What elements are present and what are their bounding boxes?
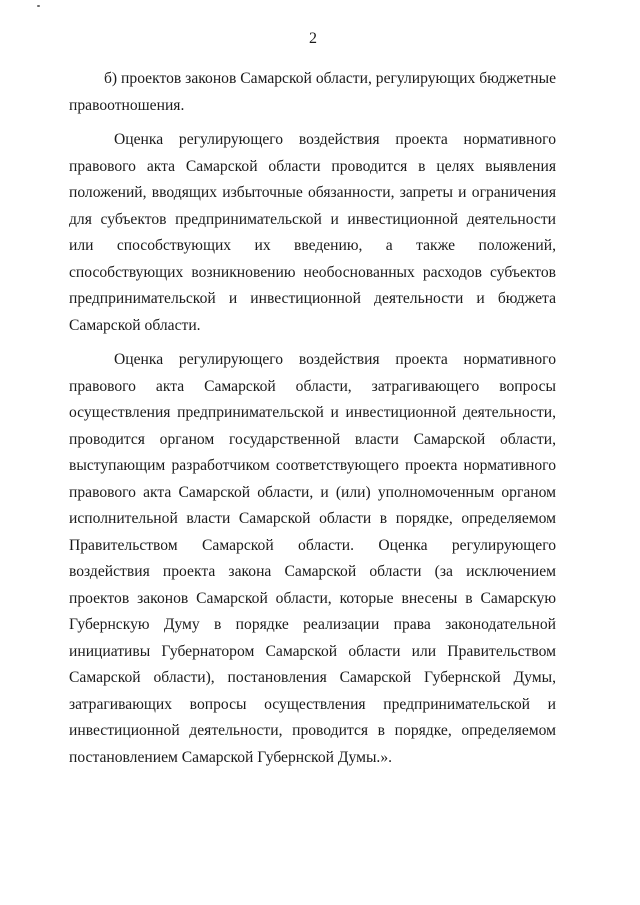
paragraph-item-b: б) проектов законов Самарской области, регулирующих бюджетные правоотношения.	[69, 70, 556, 114]
paragraph-assessment-purpose: Оценка регулирующего воздействия проекта нормативного правового акта Самарской области проводится в целях выявления положений, вводящих избыточные обязанности, запреты и ограничения для субъектов предпринимательской и инвестиционной деятельности или способствующих их введению, а также положений, способствующих возникновению необоснованных расходов субъектов предпринимательской и инвестиционной деятельности и бюджета Самарской области.	[69, 131, 556, 334]
page-number: 2	[309, 30, 317, 47]
scan-speck	[37, 5, 40, 7]
document-body	[69, 66, 556, 771]
paragraph-assessment-procedure: Оценка регулирующего воздействия проекта нормативного правового акта Самарской области, затрагивающего вопросы осуществления предпринимательской и инвестиционной деятельности, проводится органом государственной власти Самарской области, выступающим разработчиком соответствующего проекта нормативного правового акта Самарской области, и (или) уполномоченным органом исполнительной власти Самарской области в порядке, определяемом Правительством Самарской области. Оценка регулирующего воздействия проекта закона Самарской области (за исключением проектов законов Самарской области, которые внесены в Самарскую Губернскую Думу в порядке реализации права законодательной инициативы Губернатором Самарской области или Правительством Самарской области), постановления Самарской Губернской Думы, затрагивающих вопросы осуществления предпринимательской и инвестиционной деятельности, проводится в порядке, определяемом постановлением Самарской Губернской Думы.».	[69, 351, 556, 766]
